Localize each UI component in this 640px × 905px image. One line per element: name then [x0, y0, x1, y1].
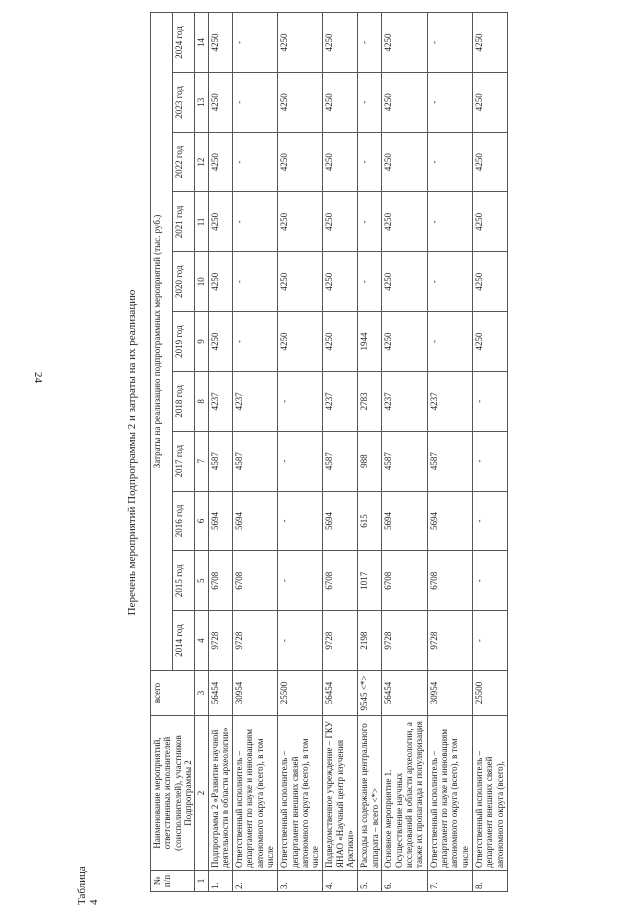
row-value: 5694	[323, 491, 358, 551]
year-header: 2016 год	[173, 491, 195, 551]
row-value: -	[278, 371, 323, 431]
index-cell: 2	[195, 716, 208, 871]
row-total: 56454	[382, 671, 427, 716]
table-label: Таблица 4	[76, 866, 100, 905]
row-value: 4250	[472, 132, 507, 192]
row-number: 4.	[323, 871, 358, 892]
row-total: 30954	[232, 671, 277, 716]
row-value: 6708	[323, 551, 358, 611]
row-value: 9728	[323, 611, 358, 671]
row-value: 4250	[323, 72, 358, 132]
row-value: 4250	[208, 13, 232, 73]
row-value: -	[232, 252, 277, 312]
row-value: 5694	[382, 491, 427, 551]
row-value: 4250	[323, 132, 358, 192]
row-value: 4237	[232, 371, 277, 431]
row-value: 9728	[382, 611, 427, 671]
row-value: 6708	[427, 551, 472, 611]
row-value: 4250	[323, 192, 358, 252]
header-name: Наименование мероприятий, ответственных исполнителей (соисполнителей), участников Подпрограммы 2	[151, 716, 195, 871]
row-value: 1017	[358, 551, 382, 611]
table-row	[323, 13, 358, 892]
row-number: 8.	[472, 871, 507, 892]
index-cell: 10	[195, 252, 208, 312]
row-value: -	[358, 132, 382, 192]
row-value: 4250	[382, 13, 427, 73]
row-value: 1944	[358, 312, 382, 372]
row-name: Ответственный исполнитель – департамент по науке и инновациям автономного округа (всего), в том числе	[232, 716, 277, 871]
table-row	[472, 13, 507, 892]
row-value: -	[278, 551, 323, 611]
row-value: 988	[358, 431, 382, 491]
row-value: -	[358, 72, 382, 132]
index-cell: 12	[195, 132, 208, 192]
index-cell: 7	[195, 431, 208, 491]
table-row	[382, 13, 427, 892]
row-value: 615	[358, 491, 382, 551]
row-name: Ответственный исполнитель – департамент по науке и инновациям автономного округа (всего), в том числе	[427, 716, 472, 871]
row-value: -	[427, 132, 472, 192]
row-value: -	[472, 431, 507, 491]
row-number: 5.	[358, 871, 382, 892]
row-value: -	[232, 72, 277, 132]
row-total: 30954	[427, 671, 472, 716]
row-name: Расходы на содержание центрального аппарата – всего <*>	[358, 716, 382, 871]
row-value: 6708	[208, 551, 232, 611]
costs-table	[150, 12, 508, 892]
row-value: -	[358, 252, 382, 312]
row-value: -	[427, 252, 472, 312]
row-value: 4587	[382, 431, 427, 491]
row-value: 4250	[278, 312, 323, 372]
row-number: 3.	[278, 871, 323, 892]
row-value: 4250	[472, 13, 507, 73]
year-header: 2017 год	[173, 431, 195, 491]
index-cell: 13	[195, 72, 208, 132]
row-total: 56454	[323, 671, 358, 716]
row-value: 6708	[382, 551, 427, 611]
row-value: 5694	[208, 491, 232, 551]
year-header: 2018 год	[173, 371, 195, 431]
row-value: -	[427, 72, 472, 132]
row-value: 4250	[278, 132, 323, 192]
row-value: 4250	[208, 132, 232, 192]
row-value: 4250	[382, 252, 427, 312]
row-total: 9545 <*>	[358, 671, 382, 716]
row-value: 9728	[232, 611, 277, 671]
row-value: 4250	[472, 312, 507, 372]
row-value: -	[358, 192, 382, 252]
header-num: № п/п	[151, 871, 195, 892]
row-value: 4587	[427, 431, 472, 491]
row-value: -	[427, 312, 472, 372]
row-value: 2198	[358, 611, 382, 671]
row-value: 4250	[278, 252, 323, 312]
year-header: 2015 год	[173, 551, 195, 611]
table-body	[208, 13, 507, 892]
row-value: 4237	[208, 371, 232, 431]
row-name: Ответственный исполнитель – департамент внешних связей автономного округа (всего),	[472, 716, 507, 871]
table-wrapper	[150, 12, 505, 892]
table-row	[278, 13, 323, 892]
row-value: -	[278, 431, 323, 491]
index-row	[195, 13, 208, 892]
row-value: 4250	[278, 72, 323, 132]
index-cell: 1	[195, 871, 208, 892]
row-number: 1.	[208, 871, 232, 892]
row-value: -	[472, 371, 507, 431]
row-value: 4587	[232, 431, 277, 491]
row-value: 4237	[323, 371, 358, 431]
row-value: -	[472, 491, 507, 551]
header-total: всего	[151, 671, 195, 716]
index-cell: 3	[195, 671, 208, 716]
row-number: 6.	[382, 871, 427, 892]
row-value: 4250	[278, 192, 323, 252]
header-costs: Затраты на реализацию подпрограммных мероприятий (тыс. руб.)	[151, 13, 173, 671]
row-name: Основное мероприятие 1. Осуществление научных исследований в области археологии, а также их пропаганда и популяризация	[382, 716, 427, 871]
row-total: 25500	[472, 671, 507, 716]
table-row	[358, 13, 382, 892]
row-value: 9728	[208, 611, 232, 671]
row-value: 6708	[232, 551, 277, 611]
row-value: -	[358, 13, 382, 73]
index-cell: 4	[195, 611, 208, 671]
index-cell: 9	[195, 312, 208, 372]
row-value: 4250	[208, 192, 232, 252]
row-value: 4237	[427, 371, 472, 431]
index-cell: 14	[195, 13, 208, 73]
row-value: -	[472, 611, 507, 671]
row-value: 4237	[382, 371, 427, 431]
row-value: 4250	[208, 312, 232, 372]
year-header: 2019 год	[173, 312, 195, 372]
row-value: 4250	[382, 132, 427, 192]
row-value: -	[232, 13, 277, 73]
row-value: -	[278, 491, 323, 551]
table-row	[208, 13, 232, 892]
row-value: 4587	[323, 431, 358, 491]
row-name: Подпрограмма 2 «Развитие научной деятельности в области археологии»	[208, 716, 232, 871]
table-row	[427, 13, 472, 892]
index-cell: 6	[195, 491, 208, 551]
year-header: 2022 год	[173, 132, 195, 192]
row-total: 56454	[208, 671, 232, 716]
row-value: 4587	[208, 431, 232, 491]
year-header: 2014 год	[173, 611, 195, 671]
row-value: -	[232, 132, 277, 192]
year-header: 2020 год	[173, 252, 195, 312]
table-row	[232, 13, 277, 892]
row-value: -	[427, 192, 472, 252]
page-number: 24	[32, 372, 44, 383]
row-number: 7.	[427, 871, 472, 892]
row-value: 4250	[208, 72, 232, 132]
row-value: 4250	[208, 252, 232, 312]
table-caption: Перечень мероприятий Подпрограммы 2 и затраты на их реализацию	[126, 289, 138, 616]
header-row	[151, 13, 173, 892]
row-value: -	[427, 13, 472, 73]
row-value: 4250	[278, 13, 323, 73]
row-value: -	[472, 551, 507, 611]
row-value: 4250	[382, 72, 427, 132]
row-value: 4250	[323, 312, 358, 372]
index-cell: 11	[195, 192, 208, 252]
row-total: 25500	[278, 671, 323, 716]
row-value: -	[278, 611, 323, 671]
index-cell: 5	[195, 551, 208, 611]
row-value: -	[232, 192, 277, 252]
row-value: 4250	[472, 252, 507, 312]
year-header: 2024 год	[173, 13, 195, 73]
row-value: 4250	[382, 312, 427, 372]
row-value: 5694	[427, 491, 472, 551]
row-value: 5694	[232, 491, 277, 551]
row-value: 9728	[427, 611, 472, 671]
row-value: 4250	[382, 192, 427, 252]
row-name: Ответственный исполнитель – департамент внешних связей автономного округа (всего), в том числе	[278, 716, 323, 871]
row-value: 4250	[472, 72, 507, 132]
index-cell: 8	[195, 371, 208, 431]
row-name: Подведомственное учреждение – ГКУ ЯНАО «Научный центр изучения Арктики»	[323, 716, 358, 871]
year-header: 2023 год	[173, 72, 195, 132]
row-value: -	[232, 312, 277, 372]
row-value: 4250	[323, 252, 358, 312]
row-value: 4250	[472, 192, 507, 252]
row-value: 4250	[323, 13, 358, 73]
row-number: 2.	[232, 871, 277, 892]
year-header: 2021 год	[173, 192, 195, 252]
row-value: 2783	[358, 371, 382, 431]
